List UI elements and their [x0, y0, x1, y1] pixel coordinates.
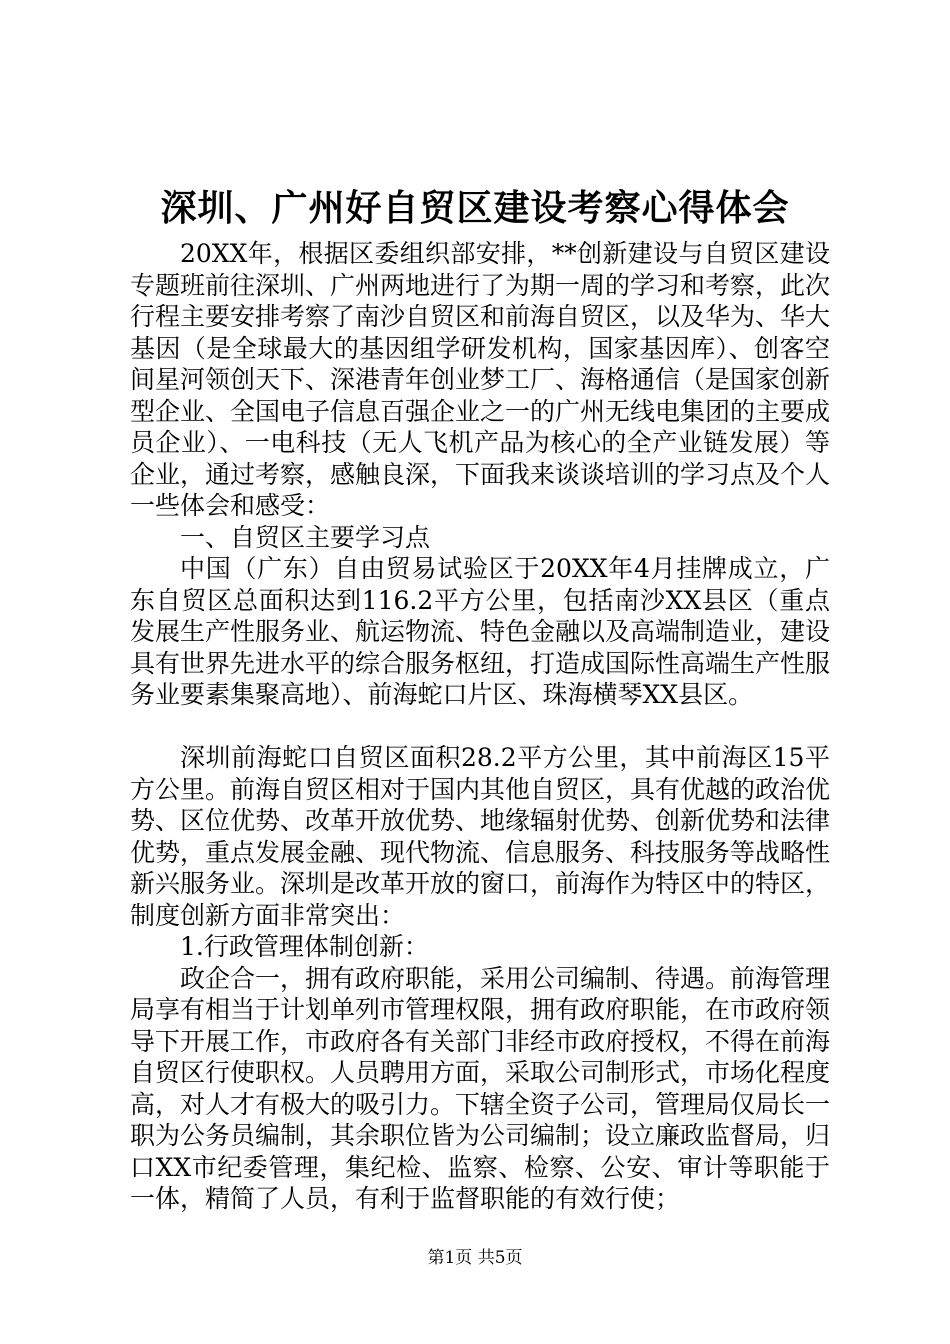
- paragraph-intro: 20XX年，根据区委组织部安排，**创新建设与自贸区建设专题班前往深圳、广州两地进行了为期一周的学习和考察，此次行程主要安排考察了南沙自贸区和前海自贸区，以及华为、华大基因（是全球最大的基因组学研发机构，国家基因库）、创客空间星河领创天下、深港青年创业梦工厂、海格通信（是国家创新型企业、全国电子信息百强企业之一的广州无线电集团的主要成员企业）、一电科技（无人飞机产品为核心的全产业链发展）等企业，通过考察，感触良深，下面我来谈谈培训的学习点及个人一些体会和感受：: [130, 239, 831, 520]
- section-heading-1: 一、自贸区主要学习点: [180, 522, 431, 552]
- document-title: 深圳、广州好自贸区建设考察心得体会: [160, 187, 790, 229]
- paragraph-guangdong-ftz: 中国（广东）自由贸易试验区于20XX年4月挂牌成立，广东自贸区总面积达到116.2平方公里，包括南沙XX县区（重点发展生产性服务业、航运物流、特色金融以及高端制造业，建设具有世界先进水平的综合服务枢纽，打造成国际性高端生产性服务业要素集聚高地）、前海蛇口片区、珠海横琴XX县区。: [130, 554, 831, 709]
- page-number-footer: 第1页 共5页: [427, 1248, 523, 1268]
- paragraph-admin-innovation: 政企合一，拥有政府职能，采用公司编制、待遇。前海管理局享有相当于计划单列市管理权限，拥有政府职能，在市政府领导下开展工作，市政府各有关部门非经市政府授权，不得在前海自贸区行使职权。人员聘用方面，采取公司制形式，市场化程度高，对人才有极大的吸引力。下辖全资子公司，管理局仅局长一职为公务员编制，其余职位皆为公司编制；设立廉政监督局，归口XX市纪委管理，集纪检、监察、检察、公安、审计等职能于一体，精简了人员，有利于监督职能的有效行使；: [130, 963, 831, 1213]
- document-body: [130, 238, 830, 1215]
- paragraph-qianhai-ftz: 深圳前海蛇口自贸区面积28.2平方公里，其中前海区15平方公里。前海自贸区相对于国内其他自贸区，具有优越的政治优势、区位优势、改革开放优势、地缘辐射优势、创新优势和法律优势，重点发展金融、现代物流、信息服务、科技服务等战略性新兴服务业。深圳是改革开放的窗口，前海作为特区中的特区，制度创新方面非常突出：: [130, 743, 831, 930]
- subheading-admin-innovation: 1.行政管理体制创新：: [180, 932, 429, 961]
